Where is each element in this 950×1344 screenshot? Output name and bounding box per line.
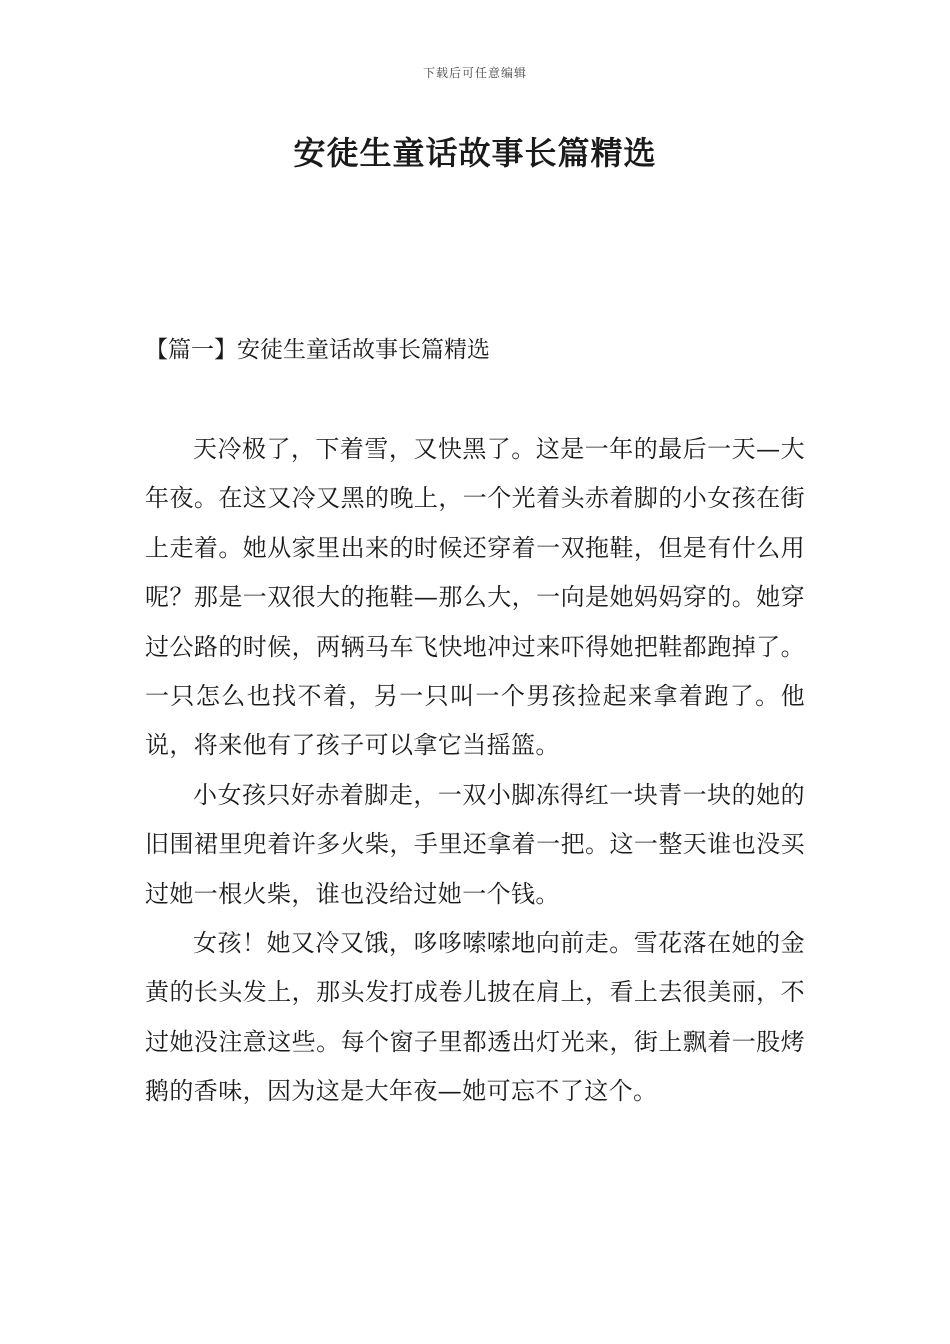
document-title: 安徒生童话故事长篇精选 — [293, 134, 657, 172]
section-heading: 【篇一】安徒生童话故事长篇精选 — [145, 337, 490, 363]
paragraph-1: 天冷极了，下着雪，又快黑了。这是一年的最后一天—大年夜。在这又冷又黑的晚上，一个光着头赤着脚的小女孩在街上走着。她从家里出来的时候还穿着一双拖鞋，但是有什么用呢？那是一双很大的拖鞋—那么大，一向是她妈妈穿的。她穿过公路的时候，两辆马车飞快地冲过来吓得她把鞋都跑掉了。一只怎么也找不着，另一只叫一个男孩捡起来拿着跑了。他说，将来他有了孩子可以拿它当摇篮。 — [145, 435, 805, 760]
paragraph-2: 小女孩只好赤着脚走，一双小脚冻得红一块青一块的她的旧围裙里兜着许多火柴，手里还拿着一把。这一整天谁也没买过她一根火柴，谁也没给过她一个钱。 — [145, 780, 805, 908]
paragraph-3: 女孩！她又冷又饿，哆哆嗦嗦地向前走。雪花落在她的金黄的长头发上，那头发打成卷儿披在肩上，看上去很美丽，不过她没注意这些。每个窗子里都透出灯光来，街上飘着一股烤鹅的香味，因为这是大年夜—她可忘不了这个。 — [145, 929, 805, 1106]
body-text — [145, 425, 805, 1117]
header-note: 下载后可任意编辑 — [422, 66, 527, 80]
